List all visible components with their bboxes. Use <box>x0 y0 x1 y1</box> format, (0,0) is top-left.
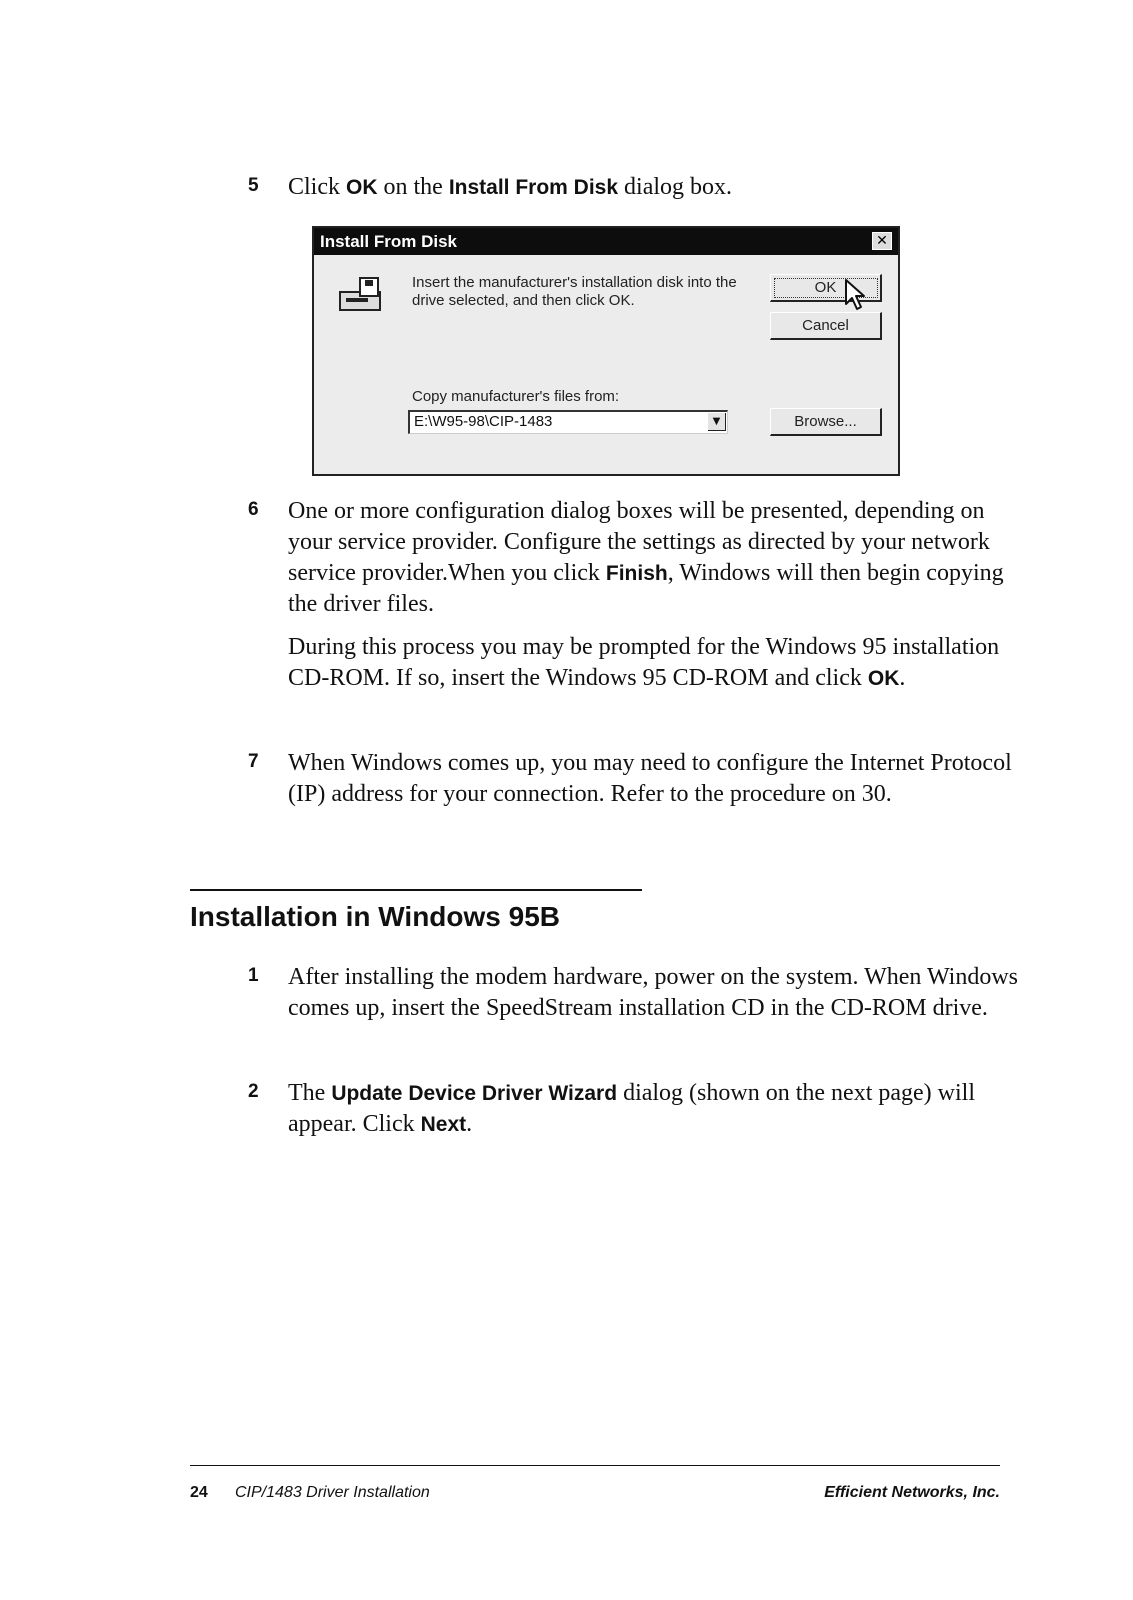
document-title: CIP/1483 Driver Installation <box>235 1484 430 1501</box>
copy-files-label: Copy manufacturer's files from: <box>412 388 620 405</box>
section-divider <box>190 889 642 891</box>
step-text: The Update Device Driver Wizard dialog (shown on the next page) will appear. Click Next. <box>288 1080 975 1137</box>
cancel-button[interactable]: Cancel <box>770 312 882 340</box>
step-number: 1 <box>248 965 259 986</box>
footer-divider <box>190 1465 1000 1466</box>
ok-button[interactable]: OK <box>770 274 882 302</box>
step-text: One or more configuration dialog boxes will be presented, depending on your service provider. Configure the settings as directed by your network service provider.When you click Finish, Windows will then begin copying the driver files. <box>288 498 1004 617</box>
section-step-1 <box>248 962 1028 1024</box>
mouse-cursor-icon <box>844 278 872 312</box>
dialog-title-bar <box>314 228 898 255</box>
install-from-disk-dialog <box>312 226 900 476</box>
close-icon: ✕ <box>876 233 888 249</box>
step-5 <box>248 172 1028 203</box>
dropdown-arrow-icon[interactable]: ▼ <box>708 413 726 431</box>
source-path-value: E:\W95-98\CIP-1483 <box>414 413 553 430</box>
section-heading: Installation in Windows 95B <box>190 901 561 932</box>
dialog-message: Insert the manufacturer's installation disk into the drive selected, and then click OK. <box>412 274 737 309</box>
section-step-2 <box>248 1078 1028 1140</box>
dialog-title: Install From Disk <box>320 232 457 251</box>
step-6-paragraph: During this process you may be prompted for the Windows 95 installation CD-ROM. If so, insert the Windows 95 CD-ROM and click OK. <box>288 634 1000 691</box>
step-number: 6 <box>248 499 259 520</box>
step-6 <box>248 496 1028 620</box>
company-name: Efficient Networks, Inc. <box>824 1484 1000 1501</box>
page-number: 24 <box>190 1484 208 1501</box>
step-text: Click OK on the Install From Disk dialog box. <box>288 174 733 200</box>
step-text: When Windows comes up, you may need to configure the Internet Protocol (IP) address for your connection. Refer to the procedure on 30. <box>288 750 1012 807</box>
step-7 <box>248 748 1028 810</box>
step-number: 2 <box>248 1081 259 1102</box>
source-path-combo[interactable] <box>408 410 728 434</box>
browse-button[interactable]: Browse... <box>770 408 882 436</box>
close-button[interactable] <box>872 232 892 250</box>
step-text: After installing the modem hardware, power on the system. When Windows comes up, insert the SpeedStream installation CD in the CD-ROM drive. <box>288 964 1018 1021</box>
step-number: 7 <box>248 751 259 772</box>
disk-drive-icon <box>338 276 386 314</box>
step-number: 5 <box>248 175 259 196</box>
